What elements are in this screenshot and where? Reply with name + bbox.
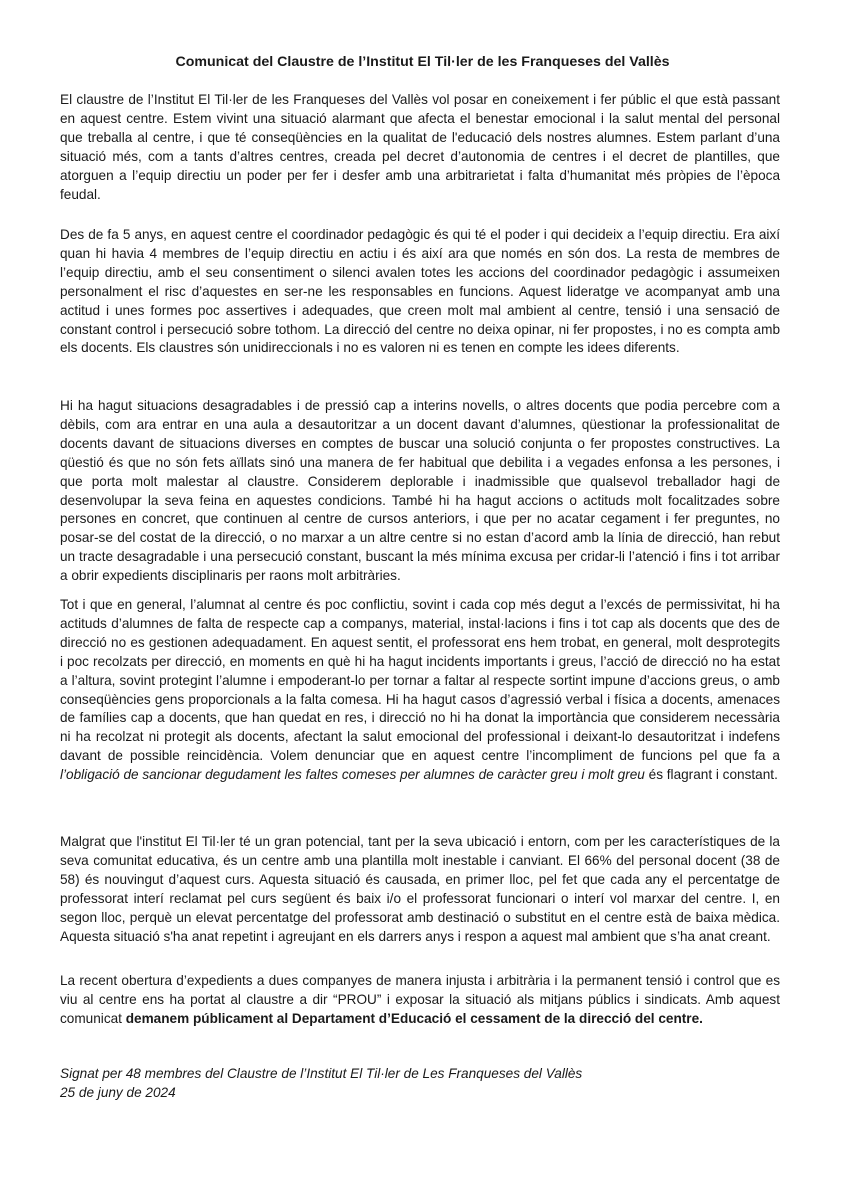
paragraph-4 <box>60 596 780 785</box>
paragraph-2: Des de fa 5 anys, en aquest centre el coordinador pedagògic és qui té el poder i qui decideix a l’equip directiu. Era així quan hi havia 4 membres de l’equip directiu en actiu i és així ara que només en són dos. La resta de membres de l’equip directiu, amb el seu consentiment o silenci avalen totes les accions del coordinador pedagògic i assumeixen personalment el risc d’aquestes en ser-ne les responsables en funcions. Aquest lideratge ve acompanyat amb una actitud i unes formes poc assertives i adequades, que creen molt mal ambient al centre, tensió i una sensació de constant control i persecució sobre tothom. La direcció del centre no deixa opinar, ni fer propostes, i no es compta amb els docents. Els claustres són unidireccionals i no es valoren ni es tenen en compte les idees diferents. <box>60 227 780 356</box>
paragraph-4-italic-text: l’obligació de sancionar degudament les faltes comeses per alumnes de caràcter greu i molt greu <box>60 767 645 783</box>
paragraph-4-text-end: és flagrant i constant. <box>644 767 778 783</box>
paragraph-1: El claustre de l’Institut El Til·ler de les Franqueses del Vallès vol posar en coneixement i fer públic el que està passant en aquest centre. Estem vivint una situació alarmant que afecta el benestar emocional i la salut mental del personal que treballa al centre, i que té conseqüències en la qualitat de l'educació dels nostres alumnes. Estem parlant d’una situació més, com a tants d’altres centres, creada pel decret d’autonomia de centres i el decret de plantilles, que atorguen a l’equip directiu un poder per fer i desfer amb una arbitrarietat i falta d’humanitat més pròpies de l’època feudal. <box>60 92 780 202</box>
paragraph-4-text: Tot i que en general, l’alumnat al centre és poc conflictiu, sovint i cada cop més degut a l’excés de permissivitat, hi ha actituds d’alumnes de falta de respecte cap a companys, material, instal·lacions i fins i tot cap als docents que des de direcció no es gestionen adequadament. En aquest sentit, el professorat ens hem trobat, en general, molt desprotegits i poc recolzats per direcció, en moments en què hi ha hagut incidents importants i greus, l’acció de direcció no ha estat a l’altura, sovint protegint l’alumne i empoderant-lo per tornar a faltar al respecte sortint impune d’accions greus, o amb conseqüències gens proporcionals a la falta comesa. Hi ha hagut casos d’agressió verbal i física a docents, amenaces de famílies cap a docents, que han quedat en res, i direcció no hi ha donat la importància que considerem necessària ni ha recolzat ni protegit als docents, afectant la salut emocional del professional i deixant-lo desautoritzat i indefens davant de possible reincidència. Volem denunciar que en aquest centre l’incompliment de funcions pel que fa a <box>60 597 780 764</box>
paragraph-6 <box>60 972 780 1029</box>
document-title: Comunicat del Claustre de l’Institut El Til·ler de les Franqueses del Vallès <box>175 54 670 70</box>
paragraph-5: Malgrat que l'institut El Til·ler té un gran potencial, tant per la seva ubicació i entorn, com per les característiques de la seva comunitat educativa, és un centre amb una plantilla molt inestable i canviant. El 66% del personal docent (38 de 58) és nouvingut d’aquest curs. Aquesta situació és causada, en primer lloc, pel fet que cada any el percentatge de professorat interí reclamat pel curs següent és baix i/o el professorat funcionari o interí vol marxar del centre. I, en segon lloc, perquè un elevat percentatge del professorat amb destinació o substitut en el centre està de baixa mèdica. Aquesta situació s'ha anat repetint i agreujant en els darrers anys i respon a aquest mal ambient que s’ha anat creant. <box>60 834 780 944</box>
paragraph-6-bold-demand: demanem públicament al Departament d’Educació el cessament de la direcció del centre. <box>125 1010 703 1026</box>
paragraph-6-text: La recent obertura d’expedients a dues companyes de manera injusta i arbitrària i la permanent tensió i control que es viu al centre ens ha portat al claustre a dir “PROU” i exposar la situació als mitjans públics i sindicats. Amb aquest comunicat <box>60 973 780 1026</box>
signature-line: Signat per 48 membres del Claustre de l’Institut El Til·ler de Les Franqueses del Vallès <box>60 1066 583 1081</box>
paragraph-3: Hi ha hagut situacions desagradables i de pressió cap a interins novells, o altres docents que podia percebre com a dèbils, com ara entrar en una aula a desautoritzar a un docent davant d’alumnes, qüestionar la professionalitat de docents davant de situacions diverses en comptes de buscar una solució conjunta o fer propostes constructives. La qüestió és que no són fets aïllats sinó una manera de fer habitual que debilita i a vegades enfonsa a les persones, i que porta molt malestar al claustre. Considerem deplorable i inadmissible que qualsevol treballador hagi de desenvolupar la seva feina en aquestes condicions. També hi ha hagut accions o actituds molt focalitzades sobre persones en concret, que continuen al centre de cursos anteriors, i que per no acatar cegament i fer preguntes, no posar-se del costat de la direcció, o no marxar a un altre centre si no estan d’acord amb la línia de direcció, han rebut un tracte desagradable i una persecució constant, buscant la més mínima excusa per cridar-li l’atenció i fins i tot arribar a obrir expedients disciplinaris per raons molt arbitràries. <box>60 398 780 584</box>
signature-date: 25 de juny de 2024 <box>60 1085 176 1100</box>
